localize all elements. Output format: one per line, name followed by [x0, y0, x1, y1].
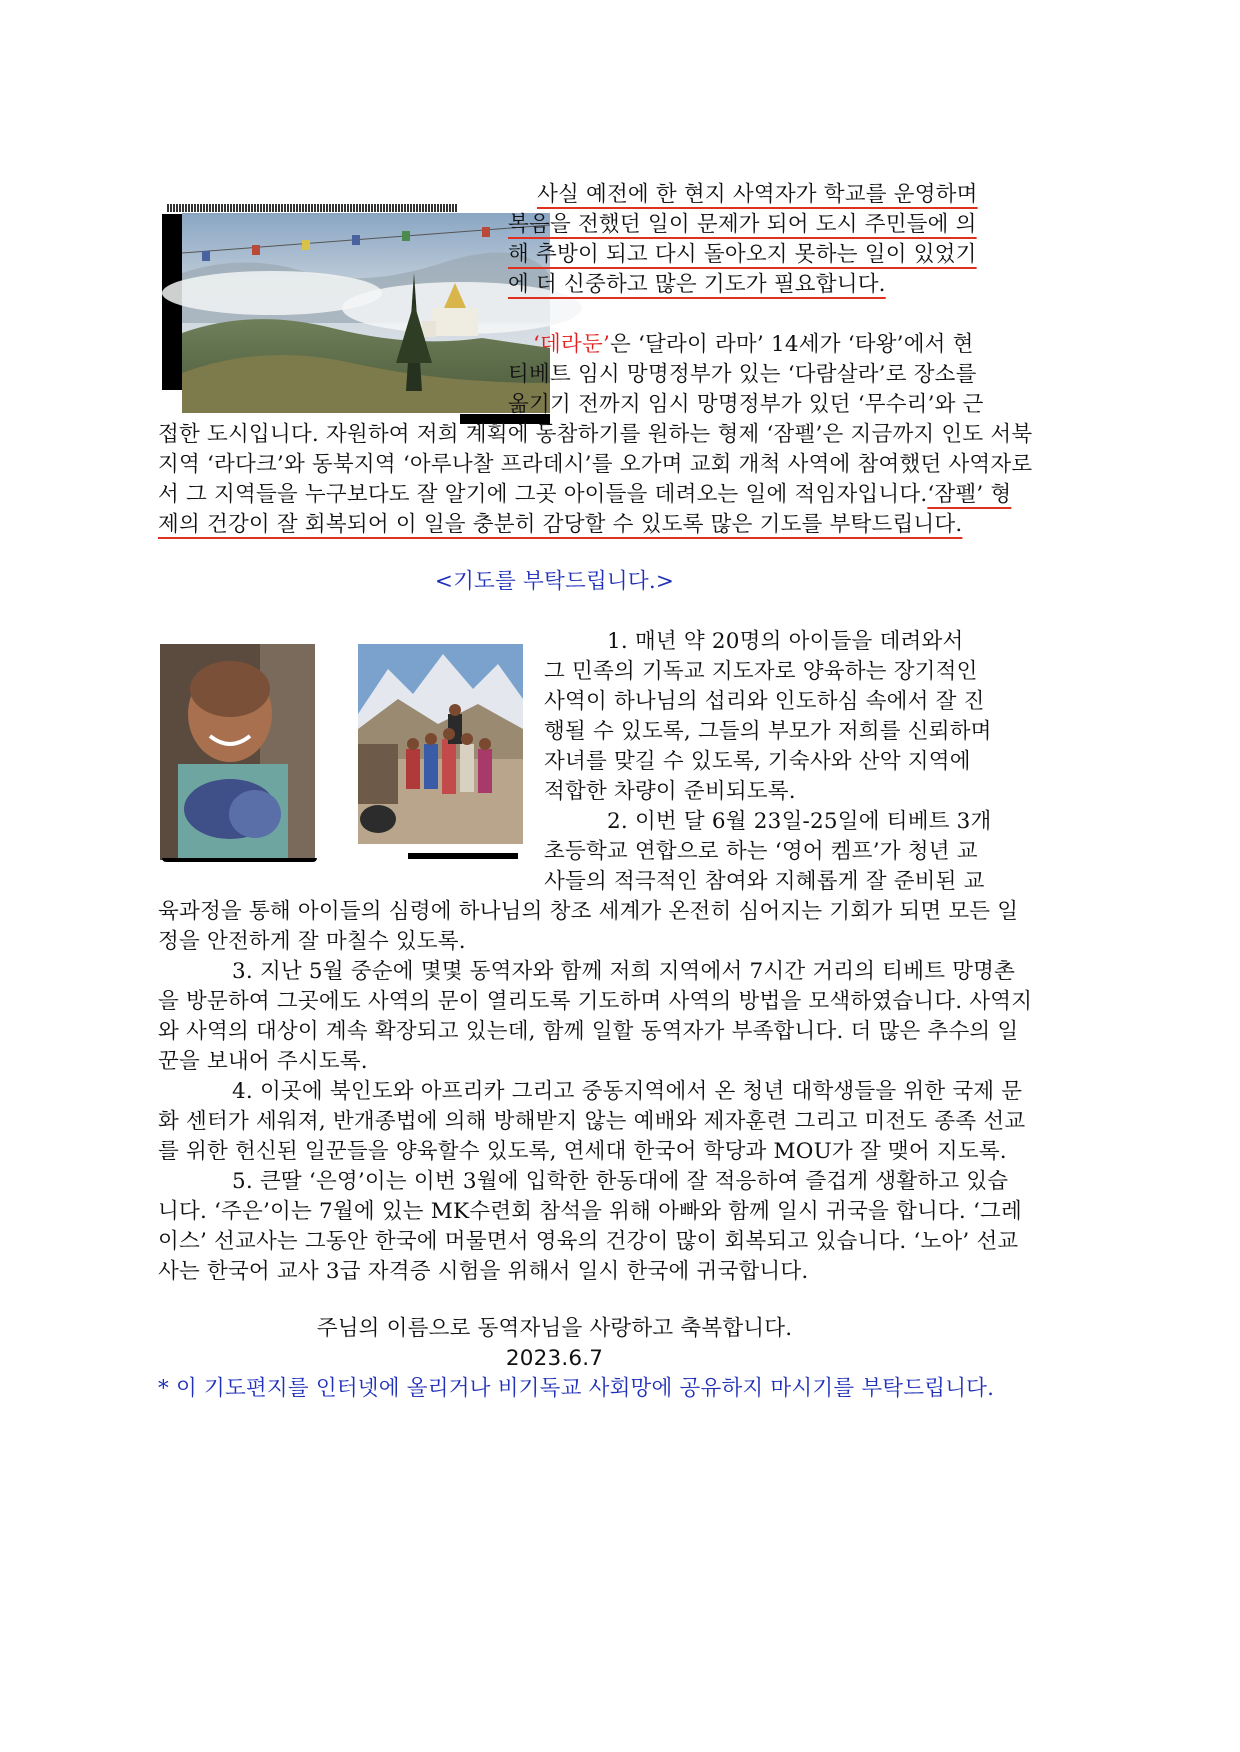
prayer-item-1-line-4: 행될 수 있도록, 그들의 부모가 저희를 신뢰하며 — [544, 719, 992, 744]
prayer-item-4-line-1: 4. 이곳에 북인도와 아프리카 그리고 중동지역에서 온 청년 대학생들을 위한 국제 문 — [232, 1079, 1023, 1104]
sharing-notice: * 이 기도편지를 인터넷에 올리거나 비기독교 사회망에 공유하지 마시기를 부탁드립니다. — [158, 1376, 995, 1401]
paragraph2-line-7: 제의 건강이 잘 회복되어 이 일을 충분히 감당할 수 있도록 많은 기도를 부탁드립니다. — [158, 512, 963, 537]
paragraph1-line-1: 사실 예전에 한 현지 사역자가 학교를 운영하며 — [537, 182, 978, 207]
prayer-item-2-line-3: 사들의 적극적인 참여와 지혜롭게 잘 준비된 교 — [544, 869, 985, 894]
group-children-photo — [358, 644, 523, 844]
prayer-item-2-line-4: 육과정을 통해 아이들의 심령에 하나님의 창조 세계가 온전히 심어지는 기회가 되면 모든 일 — [158, 899, 1019, 924]
paragraph2-line-4: 접한 도시입니다. 자원하여 저희 계획에 동참하기를 원하는 형제 ‘잠펠’은 지금까지 인도 서북 — [158, 422, 1033, 447]
prayer-item-5-line-2: 니다. ‘주은’이는 7월에 있는 MK수련회 참석을 위해 아빠와 함께 일시 귀국을 합니다. ‘그레 — [158, 1199, 1022, 1224]
prayer-item-1-line-5: 자녀를 맞길 수 있도록, 기숙사와 산악 지역에 — [544, 749, 971, 774]
prayer-item-4-line-2: 화 센터가 세워져, 반개종법에 의해 방해받지 않는 예배와 제자훈련 그리고 미전도 종족 선교 — [158, 1109, 1026, 1134]
closing-blessing: 주님의 이름으로 동역자님을 사랑하고 축복합니다. — [316, 1316, 793, 1341]
prayer-item-3-line-2: 을 방문하여 그곳에도 사역의 문이 열리도록 기도하며 사역의 방법을 모색하였습니다. 사역지 — [158, 989, 1033, 1014]
paragraph2-line-6-b: ‘잠펠’ 형 — [927, 482, 1012, 507]
group-photo-shadow — [408, 853, 518, 859]
mountain-monastery-photo — [182, 213, 550, 413]
prayer-item-1-line-1: 1. 매년 약 20명의 아이들을 데려와서 — [607, 629, 964, 654]
prayer-item-3-line-3: 와 사역의 대상이 계속 확장되고 있는데, 함께 일할 동역자가 부족합니다. 더 많은 추수의 일 — [158, 1019, 1019, 1044]
prayer-item-1-line-2: 그 민족의 기독교 지도자로 양육하는 장기적인 — [544, 659, 978, 684]
letter-date: 2023.6.7 — [505, 1346, 604, 1371]
prayer-item-1-line-3: 사역이 하나님의 섭리와 인도하심 속에서 잘 진 — [544, 689, 985, 714]
prayer-heading: <기도를 부탁드립니다.> — [434, 569, 675, 594]
paragraph2-line-2: 티베트 임시 망명정부가 있는 ‘다람살라’로 장소를 — [508, 362, 977, 387]
prayer-item-5-line-4: 사는 한국어 교사 3급 자격증 시험을 위해서 일시 한국에 귀국합니다. — [158, 1259, 809, 1284]
photo-frame-dots — [167, 204, 457, 212]
paragraph2-line-5: 지역 ‘라다크’와 동북지역 ‘아루나찰 프라데시’를 오가며 교회 개척 사역에 참여했던 사역자로 — [158, 452, 1033, 477]
prayer-item-5-line-1: 5. 큰딸 ‘은영’이는 이번 3월에 입학한 한동대에 잘 적응하여 즐겁게 생활하고 있습 — [232, 1169, 1009, 1194]
paragraph2-line-1-rest: 은 ‘달라이 라마’ 14세가 ‘타왕’에서 현 — [609, 332, 974, 357]
derradun-highlight: ‘데라둔’ — [533, 332, 610, 357]
prayer-item-2-line-5: 정을 안전하게 잘 마칠수 있도록. — [158, 929, 466, 954]
prayer-item-2-line-1: 2. 이번 달 6월 23일-25일에 티베트 3개 — [607, 809, 992, 834]
paragraph1-line-2: 복음을 전했던 일이 문제가 되어 도시 주민들에 의 — [508, 212, 977, 237]
paragraph2-line-6-a: 서 그 지역들을 누구보다도 잘 알기에 그곳 아이들을 데려오는 일에 적임자입니다. — [158, 482, 928, 507]
prayer-item-2-line-2: 초등학교 연합으로 하는 ‘영어 켐프’가 청년 교 — [544, 839, 978, 864]
paragraph2-line-6 — [158, 478, 1012, 512]
paragraph1-line-4: 에 더 신중하고 많은 기도가 필요합니다. — [508, 272, 886, 297]
prayer-item-3-line-1: 3. 지난 5월 중순에 몇몇 동역자와 함께 저희 지역에서 7시간 거리의 티베트 망명촌 — [232, 959, 1016, 984]
prayer-item-1-line-6: 적합한 차량이 준비되도록. — [544, 779, 796, 804]
paragraph1-line-3: 해 추방이 되고 다시 돌아오지 못하는 일이 있었기 — [508, 242, 977, 267]
prayer-item-3-line-4: 꾼을 보내어 주시도록. — [158, 1049, 368, 1074]
child-photo — [160, 644, 315, 860]
prayer-item-5-line-3: 이스’ 선교사는 그동안 한국에 머물면서 영육의 건강이 많이 회복되고 있습니다. ‘노아’ 선교 — [158, 1229, 1019, 1254]
child-photo-shadow — [162, 858, 317, 862]
paragraph2-line-1 — [533, 328, 974, 362]
paragraph2-line-3: 옮기기 전까지 임시 망명정부가 있던 ‘무수리’와 근 — [508, 392, 984, 417]
prayer-item-4-line-3: 를 위한 헌신된 일꾼들을 양육할수 있도록, 연세대 한국어 학당과 MOU가 잘 맺어 지도록. — [158, 1139, 1007, 1164]
